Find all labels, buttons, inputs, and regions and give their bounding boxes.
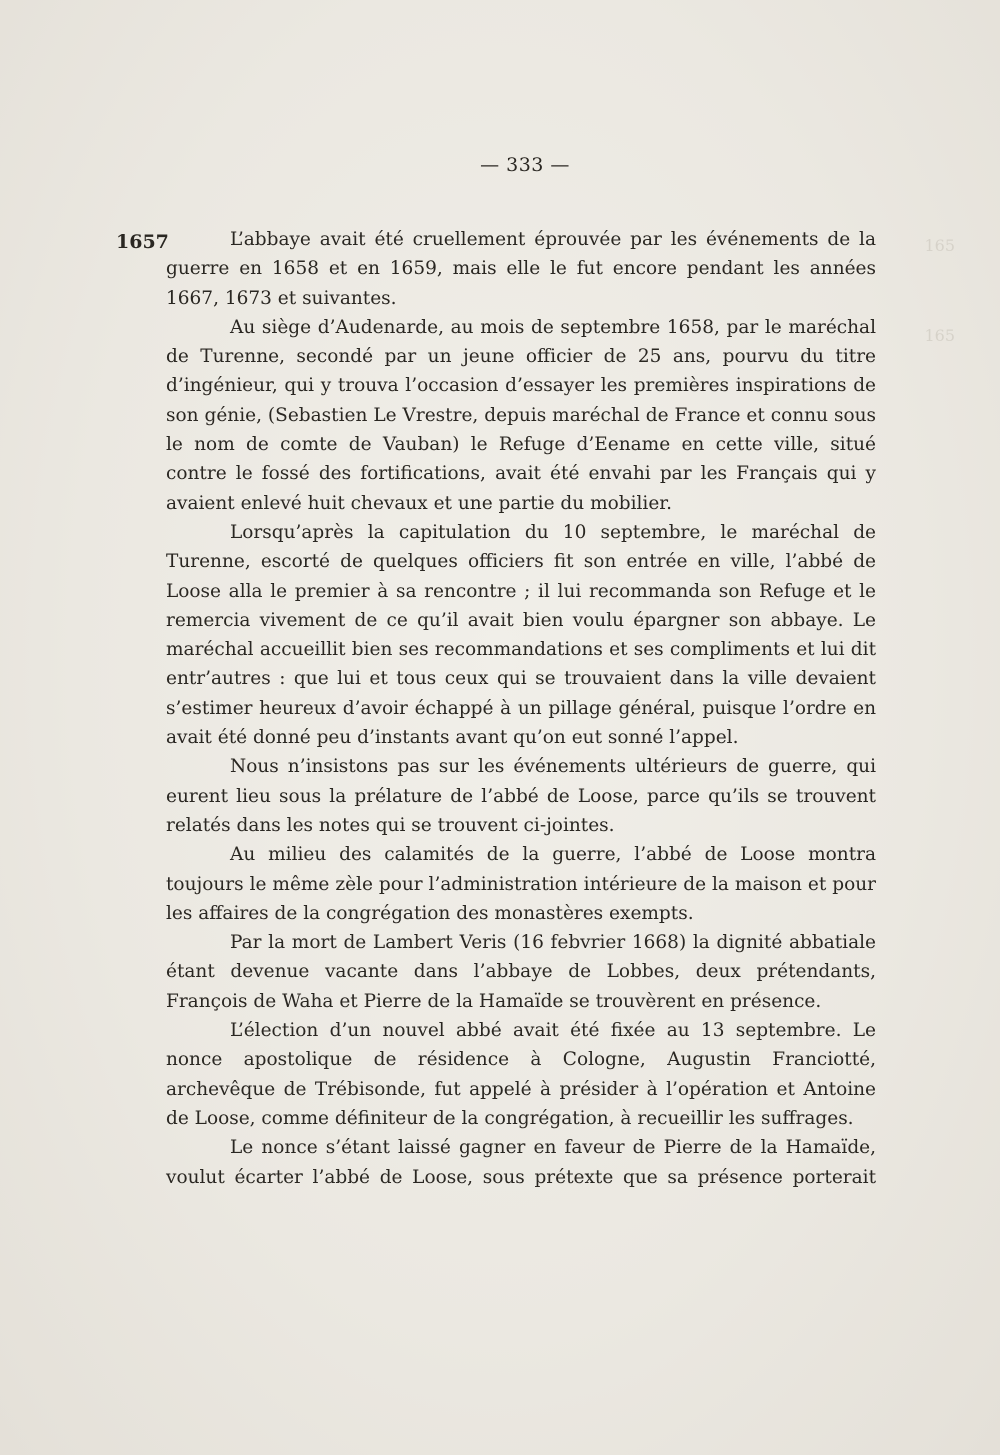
show-through-mark: 165 — [924, 326, 955, 345]
paragraph: Nous n’insistons pas sur les événements ultérieurs de guerre, qui eurent lieu sous la prélature de l’abbé de Loose, parce qu’ils se trouvent relatés dans les notes qui se trouvent ci-jointes. — [166, 756, 876, 836]
paragraph: L’élection d’un nouvel abbé avait été fixée au 13 septembre. Le nonce apostolique de résidence à Cologne, Augustin Franciotté, archevêque de Trébisonde, fut appelé à présider à l’opération et Antoine de Loose, comme définiteur de la congrégation, à recueillir les suffrages. — [166, 1020, 876, 1129]
margin-year: 1657 — [116, 231, 169, 253]
page-number: — 333 — — [480, 154, 570, 176]
paragraph: Au siège d’Audenarde, au mois de septembre 1658, par le maréchal de Turenne, secondé par un jeune officier de 25 ans, pourvu du titre d’ingénieur, qui y trouva l’occasion d’essayer les premières inspirations de son génie, (Sebastien Le Vrestre, depuis maréchal de France et connu sous le nom de comte de Vauban) le Refuge d’Eename en cette ville, situé contre le fossé des fortifications, avait été envahi par les Français qui y avaient enlevé huit chevaux et une partie du mobilier. — [166, 316, 876, 514]
paragraph: Au milieu des calamités de la guerre, l’abbé de Loose montra toujours le même zèle pour l’administration intérieure de la maison et pour les affaires de la congrégation des monastères exempts. — [166, 844, 876, 924]
show-through-mark: 165 — [924, 236, 955, 255]
paragraph: Le nonce s’étant laissé gagner en faveur de Pierre de la Hamaïde, voulut écarter l’abbé de Loose, sous prétexte que sa présence porterait — [166, 1137, 876, 1188]
body-text — [166, 225, 876, 1192]
paragraph: Par la mort de Lambert Veris (16 febvrier 1668) la dignité abbatiale étant devenue vacante dans l’abbaye de Lobbes, deux prétendants, François de Waha et Pierre de la Hamaïde se trouvèrent en présence. — [166, 932, 876, 1012]
paragraph: Lorsqu’après la capitulation du 10 septembre, le maréchal de Turenne, escorté de quelques officiers fit son entrée en ville, l’abbé de Loose alla le premier à sa rencontre ; il lui recommanda son Refuge et le remercia vivement de ce qu’il avait bien voulu épargner son abbaye. Le maréchal accueillit bien ses recommandations et ses compliments et lui dit entr’autres : que lui et tous ceux qui se trouvaient dans la ville devaient s’estimer heureux d’avoir échappé à un pillage général, puisque l’ordre en avait été donné peu d’instants avant qu’on eut sonné l’appel. — [166, 521, 876, 749]
paragraph: L’abbaye avait été cruellement éprouvée par les événements de la guerre en 1658 et en 1659, mais elle le fut encore pendant les années 1667, 1673 et suivantes. — [166, 229, 876, 309]
